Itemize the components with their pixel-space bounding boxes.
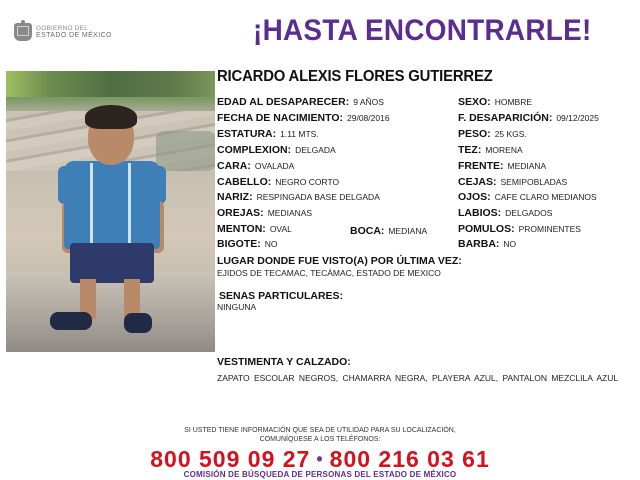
field-label: FECHA DE NACIMIENTO: <box>217 112 343 124</box>
field-label: EDAD AL DESAPARECER: <box>217 96 350 108</box>
photo-shirt <box>64 161 160 249</box>
photo-trees <box>6 71 215 97</box>
field-value: 09/12/2025 <box>556 113 599 123</box>
field-eyes <box>458 190 597 203</box>
field-label: ESTATURA: <box>217 128 277 140</box>
field-birthdate <box>217 111 390 124</box>
field-label: TEZ: <box>458 144 482 156</box>
headline: ¡HASTA ENCONTRARLE! <box>253 14 592 47</box>
photo-shoe-left <box>50 312 92 330</box>
logo-line-2: ESTADO DE MÉXICO <box>36 32 112 39</box>
field-label: COMPLEXION: <box>217 144 292 156</box>
marks-label: SENAS PARTICULARES: <box>219 290 344 302</box>
field-value: MEDIANAS <box>267 208 313 218</box>
field-value: RESPINGADA BASE DELGADA <box>256 192 380 202</box>
field-cheekbones <box>458 222 581 235</box>
field-label: PESO: <box>458 128 491 140</box>
phone-separator: • <box>316 449 324 469</box>
field-value: NO <box>264 239 278 249</box>
photo-hair <box>85 105 137 129</box>
commission-name: COMISIÓN DE BÚSQUEDA DE PERSONAS DEL ESTADO DE MÉXICO <box>183 470 457 479</box>
phone-2[interactable]: 800 216 03 61 <box>329 446 490 472</box>
field-mustache <box>217 237 278 250</box>
field-label: F. DESAPARICIÓN: <box>458 112 553 124</box>
field-label: NARIZ: <box>217 191 253 203</box>
photo-water <box>156 131 215 171</box>
last-seen-label: LUGAR DONDE FUE VISTO(A) POR ÚLTIMA VEZ: <box>217 255 462 267</box>
marks-value: NINGUNA <box>217 302 257 312</box>
clothing-label: VESTIMENTA Y CALZADO: <box>217 356 351 368</box>
missing-person-photo <box>6 71 215 352</box>
field-label: CABELLO: <box>217 176 272 188</box>
field-face <box>217 159 294 172</box>
field-value: SEMIPOBLADAS <box>500 177 568 187</box>
field-value: PROMINENTES <box>518 224 581 234</box>
photo-shorts <box>70 243 154 283</box>
field-value: 1.11 MTS. <box>280 129 319 139</box>
field-label: MENTON: <box>217 223 266 235</box>
field-lips <box>458 206 552 219</box>
field-value: MEDIANA <box>388 226 428 236</box>
coat-of-arms-icon <box>14 23 32 41</box>
field-value: CAFE CLARO MEDIANOS <box>494 192 597 202</box>
phone-numbers <box>0 446 640 473</box>
field-disappearance-date <box>458 111 599 124</box>
photo-ground <box>6 271 215 352</box>
field-chin <box>217 222 292 235</box>
field-ears <box>217 206 312 219</box>
field-nose <box>217 190 380 203</box>
clothing-value: ZAPATO ESCOLAR NEGROS, CHAMARRA NEGRA, PLAYERA AZUL, PANTALON MEZCLILA AZUL <box>217 373 619 383</box>
field-value: DELGADA <box>295 145 336 155</box>
logo-line-1: GOBIERNO DEL <box>36 25 88 32</box>
phone-1[interactable]: 800 509 09 27 <box>150 446 311 472</box>
field-value: 25 KGS. <box>494 129 527 139</box>
field-label: POMULOS: <box>458 223 515 235</box>
field-label: BARBA: <box>458 238 500 250</box>
photo-shirt-stripe <box>128 163 131 249</box>
person-name: RICARDO ALEXIS FLORES GUTIERREZ <box>217 68 493 85</box>
photo-shoe-right <box>124 313 152 333</box>
info-line-1: SI USTED TIENE INFORMACIÓN QUE SEA DE UTILIDAD PARA SU LOCALIZACIÓN, <box>184 427 456 434</box>
field-value: MEDIANA <box>507 161 547 171</box>
field-weight <box>458 127 527 140</box>
field-value: 9 AÑOS <box>353 97 384 107</box>
field-sex <box>458 95 532 108</box>
field-value: OVAL <box>269 224 292 234</box>
photo-shirt-stripe <box>90 163 93 249</box>
field-label: BOCA: <box>350 225 385 237</box>
government-logo <box>14 23 112 41</box>
field-label: SEXO: <box>458 96 491 108</box>
field-hair <box>217 175 339 188</box>
field-label: CARA: <box>217 160 251 172</box>
field-label: CEJAS: <box>458 176 497 188</box>
field-height <box>217 127 319 140</box>
field-skin <box>458 143 523 156</box>
field-beard <box>458 237 516 250</box>
field-forehead <box>458 159 546 172</box>
field-value: 29/08/2016 <box>347 113 390 123</box>
field-label: LABIOS: <box>458 207 502 219</box>
info-line-2: COMUNÍQUESE A LOS TELÉFONOS: <box>259 436 381 443</box>
field-mouth <box>350 224 427 237</box>
field-value: DELGADOS <box>505 208 553 218</box>
field-value: OVALADA <box>254 161 295 171</box>
field-value: MORENA <box>485 145 523 155</box>
field-label: BIGOTE: <box>217 238 261 250</box>
field-value: HOMBRE <box>494 97 532 107</box>
field-age <box>217 95 384 108</box>
field-value: NEGRO CORTO <box>275 177 340 187</box>
last-seen-value: EJIDOS DE TECAMAC, TECÁMAC, ESTADO DE MEXICO <box>217 268 441 278</box>
field-eyebrows <box>458 175 567 188</box>
field-value: NO <box>503 239 517 249</box>
field-build <box>217 143 336 156</box>
field-label: FRENTE: <box>458 160 504 172</box>
field-label: OREJAS: <box>217 207 264 219</box>
field-label: OJOS: <box>458 191 491 203</box>
